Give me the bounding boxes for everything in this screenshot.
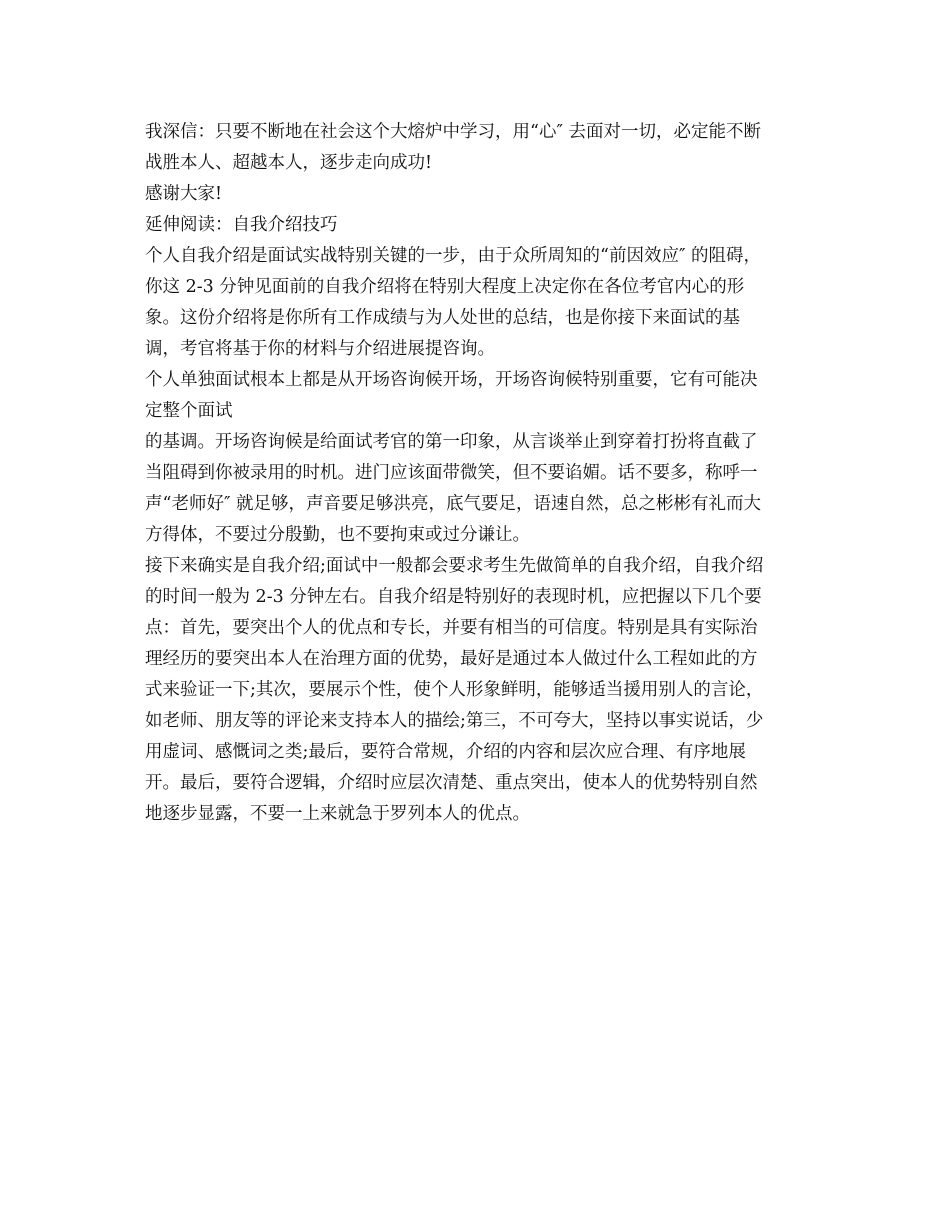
text-line: 如老师、朋友等的评论来支持本人的描绘;第三，不可夸大，坚持以事实说话，少 xyxy=(145,711,764,731)
text-line: 理经历的要突出本人在治理方面的优势，最好是通过本人做过什么工程如此的方 xyxy=(145,649,758,669)
text-line: 地逐步显露，不要一上来就急于罗列本人的优点。 xyxy=(145,804,530,824)
text-line: 的基调。开场咨询候是给面试考官的第一印象，从言谈举止到穿着打扮将直截了 xyxy=(145,432,758,452)
text-line: 方得体，不要过分殷勤，也不要拘束或过分谦让。 xyxy=(145,525,530,545)
text-line: 用虚词、感慨词之类;最后，要符合常规，介绍的内容和层次应合理、有序地展 xyxy=(145,742,746,762)
text-line: 感谢大家! xyxy=(145,184,223,204)
text-line: 调，考官将基于你的材料与介绍进展提咨询。 xyxy=(145,339,495,359)
text-line: 当阻碍到你被录用的时机。进门应该面带微笑，但不要谄媚。话不要多，称呼一 xyxy=(145,463,758,483)
document-body xyxy=(145,117,815,830)
section-heading: 延伸阅读：自我介绍技巧 xyxy=(145,215,338,235)
text-line: 的时间一般为 2-3 分钟左右。自我介绍是特别好的表现时机，应把握以下几个要 xyxy=(145,587,762,607)
text-line: 你这 2-3 分钟见面前的自我介绍将在特别大程度上决定你在各位考官内心的形 xyxy=(145,277,745,297)
text-line: 点：首先，要突出个人的优点和专长，并要有相当的可信度。特别是具有实际治 xyxy=(145,618,758,638)
text-line: 式来验证一下;其次，要展示个性，使个人形象鲜明，能够适当援用别人的言论， xyxy=(145,680,764,700)
text-line: 开。最后，要符合逻辑，介绍时应层次清楚、重点突出，使本人的优势特别自然 xyxy=(145,773,758,793)
text-line: 象。这份介绍将是你所有工作成绩与为人处世的总结，也是你接下来面试的基 xyxy=(145,308,740,328)
text-line: 个人自我介绍是面试实战特别关键的一步，由于众所周知的“前因效应″ 的阻碍， xyxy=(145,246,762,266)
text-line: 接下来确实是自我介绍;面试中一般都会要求考生先做简单的自我介绍，自我介绍 xyxy=(145,556,764,576)
text-line: 定整个面试 xyxy=(145,401,233,421)
text-line: 我深信：只要不断地在社会这个大熔炉中学习，用“心″ 去面对一切，必定能不断 xyxy=(145,122,762,142)
text-line: 战胜本人、超越本人，逐步走向成功! xyxy=(145,153,433,173)
text-line: 个人单独面试根本上都是从开场咨询候开场，开场咨询候特别重要，它有可能决 xyxy=(145,370,758,390)
text-line: 声“老师好″ 就足够，声音要足够洪亮，底气要足，语速自然，总之彬彬有礼而大 xyxy=(145,494,762,514)
